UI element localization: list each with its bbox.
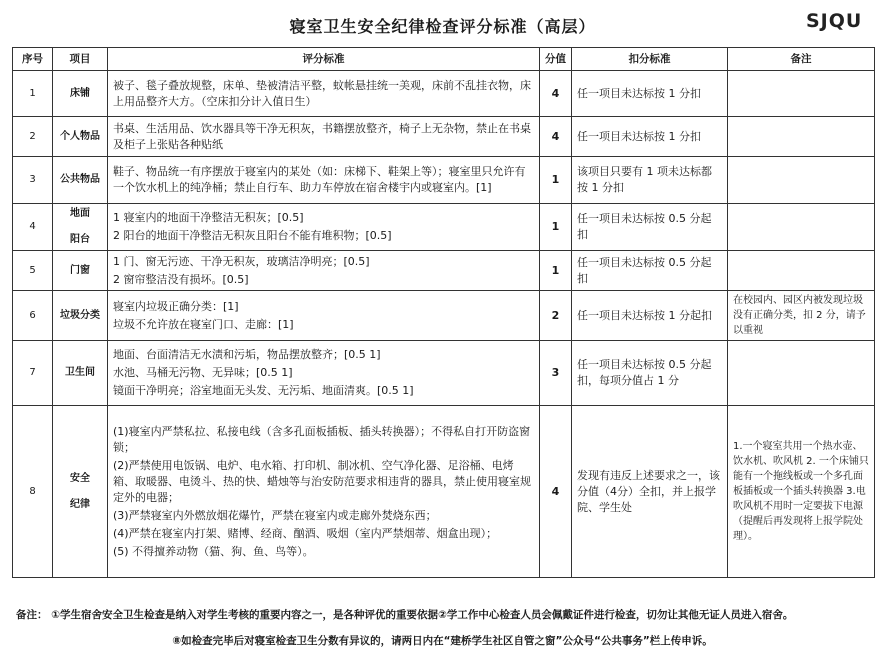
row-remark: 在校园内、园区内被发现垃圾没有正确分类，扣 2 分，请予以重视 bbox=[728, 291, 875, 341]
table-row bbox=[13, 406, 875, 578]
row-number: 7 bbox=[13, 341, 53, 406]
row-deduct: 该项目只要有 1 项未达标都按 1 分扣 bbox=[572, 157, 728, 204]
header-item: 项目 bbox=[53, 48, 108, 71]
row-item bbox=[53, 204, 108, 251]
row-standard bbox=[108, 71, 540, 117]
row-deduct: 任一项目未达标按 0.5 分起扣 bbox=[572, 251, 728, 291]
row-deduct: 任一项目未达标按 1 分起扣 bbox=[572, 291, 728, 341]
standard-line: 垃圾不允许放在寝室门口、走廊：[1] bbox=[113, 317, 294, 331]
row-item-line: 纪律 bbox=[70, 498, 90, 510]
row-score: 1 bbox=[540, 157, 572, 204]
row-number: 1 bbox=[13, 71, 53, 117]
row-number: 6 bbox=[13, 291, 53, 341]
row-number: 5 bbox=[13, 251, 53, 291]
row-score: 2 bbox=[540, 291, 572, 341]
row-item-line: 卫生间 bbox=[65, 367, 95, 378]
header-no: 序号 bbox=[13, 48, 53, 71]
footer-note-1: 备注： ①学生宿舍安全卫生检查是纳入对学生考核的重要内容之一，是各种评优的重要依据②学工作中心检查人员会佩戴证件进行检查，切勿让其他无证人员进入宿舍。 bbox=[16, 609, 794, 621]
standard-line: (3)严禁寝室内外燃放烟花爆竹，严禁在寝室内或走廊外焚烧东西； bbox=[113, 508, 437, 522]
standard-line: 1 门、窗无污迹、干净无积灰，玻璃洁净明亮；[0.5] bbox=[113, 254, 370, 268]
row-deduct: 任一项目未达标按 1 分扣 bbox=[572, 117, 728, 157]
row-remark bbox=[728, 157, 875, 204]
table-row bbox=[13, 251, 875, 291]
row-score: 3 bbox=[540, 341, 572, 406]
row-item bbox=[53, 117, 108, 157]
row-remark: 1.一个寝室共用一个热水壶、饮水机、吹风机 2. 一个床铺只能有一个拖线板或一个多孔面板插板或一个插头转换器 3.电吹风机不用时一定要拔下电源（提醒后再发现将上报学院处理）。 bbox=[728, 406, 875, 578]
row-number: 3 bbox=[13, 157, 53, 204]
standard-line: (5) 不得擅养动物（猫、狗、鱼、鸟等）。 bbox=[113, 544, 314, 558]
row-score: 4 bbox=[540, 117, 572, 157]
row-item bbox=[53, 251, 108, 291]
row-item-line: 垃圾分类 bbox=[60, 309, 100, 321]
row-standard bbox=[108, 157, 540, 204]
row-score: 4 bbox=[540, 406, 572, 578]
row-remark bbox=[728, 251, 875, 291]
standard-line: 1 寝室内的地面干净整洁无积灰；[0.5] bbox=[113, 211, 304, 224]
row-standard bbox=[108, 341, 540, 406]
row-item bbox=[53, 157, 108, 204]
row-deduct: 任一项目未达标按 1 分扣 bbox=[572, 71, 728, 117]
standard-line: 2 窗帘整洁没有损坏。[0.5] bbox=[113, 272, 249, 286]
row-item-line: 阳台 bbox=[70, 234, 90, 245]
table-row bbox=[13, 157, 875, 204]
standard-line: 被子、毯子叠放规整，床单、垫被清洁平整，蚊帐悬挂统一美观，床前不乱挂衣物，床上用品整齐大方。（空床扣分计入值日生） bbox=[113, 78, 531, 108]
standard-line: (2)严禁使用电饭锅、电炉、电水箱、打印机、制冰机、空气净化器、足浴桶、电烤箱、取暖器、电烫斗、热的快、蜡烛等与治安防范要求相违背的器具，禁止使用寝室规定外的电器； bbox=[113, 458, 531, 504]
row-item-line: 地面 bbox=[70, 208, 90, 219]
row-item-line: 床铺 bbox=[70, 87, 90, 99]
standard-line: 鞋子、物品统一有序摆放于寝室内的某处（如：床梯下、鞋架上等）；寝室里只允许有一个饮水机上的纯净桶；禁止自行车、助力车停放在宿舍楼宇内或寝室内。[1] bbox=[113, 165, 526, 194]
row-score: 1 bbox=[540, 204, 572, 251]
table-row bbox=[13, 291, 875, 341]
header-score: 分值 bbox=[540, 48, 572, 71]
footer-note-2: ⑧如检查完毕后对寝室检查卫生分数有异议的，请两日内在“建桥学生社区自管之窗”公众号“公共事务”栏上传申诉。 bbox=[172, 635, 713, 647]
row-standard bbox=[108, 291, 540, 341]
row-score: 4 bbox=[540, 71, 572, 117]
header-standard: 评分标准 bbox=[108, 48, 540, 71]
table-row bbox=[13, 341, 875, 406]
standard-line: (1)寝室内严禁私拉、私接电线（含多孔面板插板、插头转换器）；不得私自打开防盗窗锁； bbox=[113, 424, 531, 454]
row-deduct: 任一项目未达标按 0.5 分起扣 bbox=[572, 204, 728, 251]
row-standard bbox=[108, 406, 540, 578]
row-item-line: 门窗 bbox=[70, 264, 90, 276]
table-row bbox=[13, 204, 875, 251]
standard-line: 水池、马桶无污物、无异味；[0.5 1] bbox=[113, 366, 293, 379]
header-remark: 备注 bbox=[728, 48, 875, 71]
row-deduct: 任一项目未达标按 0.5 分起扣，每项分值占 1 分 bbox=[572, 341, 728, 406]
row-standard bbox=[108, 204, 540, 251]
row-item bbox=[53, 291, 108, 341]
row-item-line: 个人物品 bbox=[60, 130, 100, 142]
standard-line: 镜面干净明亮；浴室地面无头发、无污垢、地面清爽。[0.5 1] bbox=[113, 384, 414, 397]
row-standard bbox=[108, 251, 540, 291]
row-remark bbox=[728, 341, 875, 406]
page-title: 寝室卫生安全纪律检查评分标准（高层） bbox=[289, 17, 596, 36]
row-standard bbox=[108, 117, 540, 157]
inspection-table bbox=[12, 47, 875, 578]
row-number: 8 bbox=[13, 406, 53, 578]
standard-line: 地面、台面清洁无水渍和污垢，物品摆放整齐；[0.5 1] bbox=[113, 348, 381, 361]
standard-line: 2 阳台的地面干净整洁无积灰且阳台不能有堆积物；[0.5] bbox=[113, 229, 392, 242]
table-header-row bbox=[13, 48, 875, 71]
row-remark bbox=[728, 117, 875, 157]
row-number: 4 bbox=[13, 204, 53, 251]
standard-line: 寝室内垃圾正确分类：[1] bbox=[113, 299, 239, 313]
row-remark bbox=[728, 71, 875, 117]
row-item-line: 安全 bbox=[70, 472, 90, 484]
row-deduct: 发现有违反上述要求之一，该分值（4分）全扣，并上报学院、学生处 bbox=[572, 406, 728, 578]
row-item-line: 公共物品 bbox=[60, 174, 100, 185]
table-row bbox=[13, 71, 875, 117]
table-row bbox=[13, 117, 875, 157]
row-remark bbox=[728, 204, 875, 251]
row-item bbox=[53, 71, 108, 117]
row-item bbox=[53, 341, 108, 406]
standard-line: (4)严禁在寝室内打架、赌博、经商、酗酒、吸烟（室内严禁烟蒂、烟盒出现）； bbox=[113, 526, 498, 540]
standard-line: 书桌、生活用品、饮水器具等干净无积灰，书籍摆放整齐，椅子上无杂物，禁止在书桌及柜子上张贴各种贴纸 bbox=[113, 121, 531, 151]
row-score: 1 bbox=[540, 251, 572, 291]
row-number: 2 bbox=[13, 117, 53, 157]
header-deduct: 扣分标准 bbox=[572, 48, 728, 71]
row-item bbox=[53, 406, 108, 578]
sjqu-logo: SJQU bbox=[806, 10, 863, 32]
